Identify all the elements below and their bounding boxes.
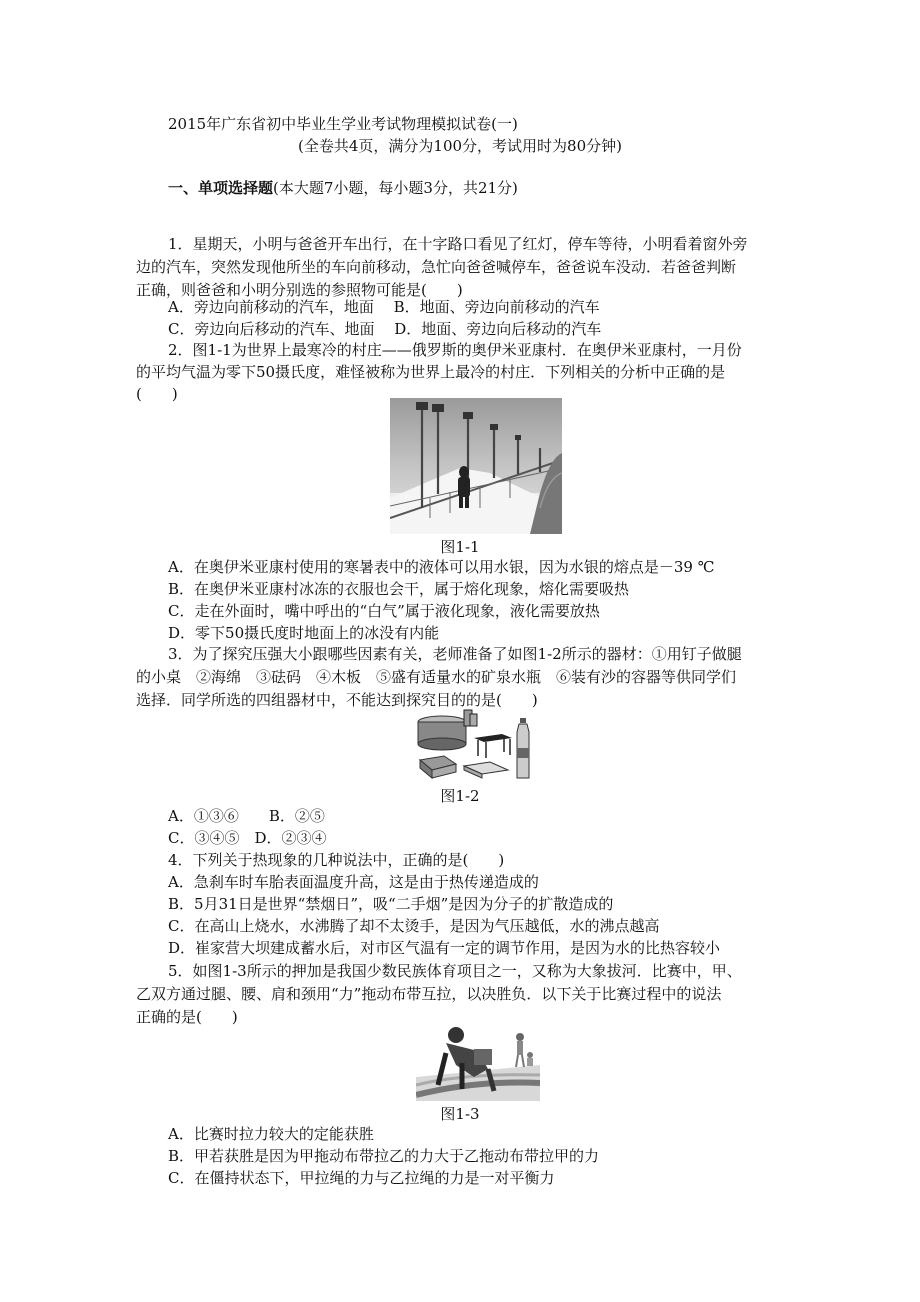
section-note: (本大题7小题，每小题3分，共21分) <box>273 179 518 197</box>
q5-option-a: A．比赛时拉力较大的定能获胜 <box>168 1125 374 1143</box>
q2-line3: ( ) <box>136 385 178 403</box>
q2-option-b: B．在奥伊米亚康村冰冻的衣服也会干，属于熔化现象，熔化需要吸热 <box>168 580 630 598</box>
q2-line2: 的平均气温为零下50摄氏度，难怪被称为世界上最冷的村庄．下列相关的分析中正确的是 <box>136 363 726 381</box>
q3-line3: 选择．同学所选的四组器材中，不能达到探究目的的是( ) <box>136 691 538 709</box>
figure-1-1-caption: 图1-1 <box>440 538 480 556</box>
q1-line1: 1．星期天，小明与爸爸开车出行，在十字路口看见了红灯，停车等待，小明看着窗外旁 <box>168 235 748 253</box>
q5-line2: 乙双方通过腿、腰、肩和颈用“力”拖动布带互拉，以决胜负．以下关于比赛过程中的说法 <box>136 985 722 1003</box>
q3-line2: 的小桌 ②海绵 ③砝码 ④木板 ⑤盛有适量水的矿泉水瓶 ⑥装有沙的容器等供同学们 <box>136 668 737 686</box>
q3-options-ab: A．①③⑥ B．②⑤ <box>168 807 325 825</box>
q1-line2: 边的汽车，突然发现他所坐的车向前移动，急忙向爸爸喊停车，爸爸说车没动．若爸爸判断 <box>136 258 737 276</box>
figure-1-3-tug-of-war-photo <box>416 1025 540 1101</box>
q2-option-a: A．在奥伊米亚康村使用的寒暑表中的液体可以用水银，因为水银的熔点是－39 ℃ <box>168 558 715 576</box>
q5-option-c: C．在僵持状态下，甲拉绳的力与乙拉绳的力是一对平衡力 <box>168 1169 555 1187</box>
q4-option-b: B．5月31日是世界“禁烟日”，吸“二手烟”是因为分子的扩散造成的 <box>168 895 614 913</box>
q4-option-c: C．在高山上烧水，水沸腾了却不太烫手，是因为气压越低，水的沸点越高 <box>168 917 660 935</box>
q2-line1: 2．图1-1为世界上最寒冷的村庄——俄罗斯的奥伊米亚康村．在奥伊米亚康村，一月份 <box>168 341 742 359</box>
section-heading <box>168 177 518 199</box>
exam-subtitle: (全卷共4页，满分为100分，考试用时为80分钟) <box>298 137 622 155</box>
q3-line1: 3．为了探究压强大小跟哪些因素有关，老师准备了如图1-2所示的器材：①用钉子做腿 <box>168 645 742 663</box>
q1-options-ab: A．旁边向前移动的汽车，地面 B．地面、旁边向前移动的汽车 <box>168 298 600 316</box>
figure-1-1-village-photo <box>390 398 562 534</box>
q2-option-c: C．走在外面时，嘴中呼出的“白气”属于液化现象，液化需要放热 <box>168 602 600 620</box>
q4-line1: 4．下列关于热现象的几种说法中，正确的是( ) <box>168 851 505 869</box>
figure-1-2-caption: 图1-2 <box>440 787 480 805</box>
section-title: 一、单项选择题 <box>168 179 274 197</box>
exam-title: 2015年广东省初中毕业生学业考试物理模拟试卷(一) <box>168 115 518 133</box>
q2-option-d: D．零下50摄氏度时地面上的冰没有内能 <box>168 624 440 642</box>
figure-1-2-equipment <box>416 708 540 784</box>
q4-option-d: D．崔家营大坝建成蓄水后，对市区气温有一定的调节作用，是因为水的比热容较小 <box>168 939 721 957</box>
q5-line3: 正确的是( ) <box>136 1008 238 1026</box>
figure-1-3-caption: 图1-3 <box>440 1105 480 1123</box>
q5-line1: 5．如图1-3所示的押加是我国少数民族体育项目之一，又称为大象拔河．比赛中，甲、 <box>168 962 742 980</box>
q4-option-a: A．急刹车时车胎表面温度升高，这是由于热传递造成的 <box>168 873 539 891</box>
q1-line3: 正确，则爸爸和小明分别选的参照物可能是( ) <box>136 281 463 299</box>
q1-options-cd: C．旁边向后移动的汽车、地面 D．地面、旁边向后移动的汽车 <box>168 320 602 338</box>
q5-option-b: B．甲若获胜是因为甲拖动布带拉乙的力大于乙拖动布带拉甲的力 <box>168 1147 600 1165</box>
q3-options-cd: C．③④⑤ D．②③④ <box>168 829 327 847</box>
